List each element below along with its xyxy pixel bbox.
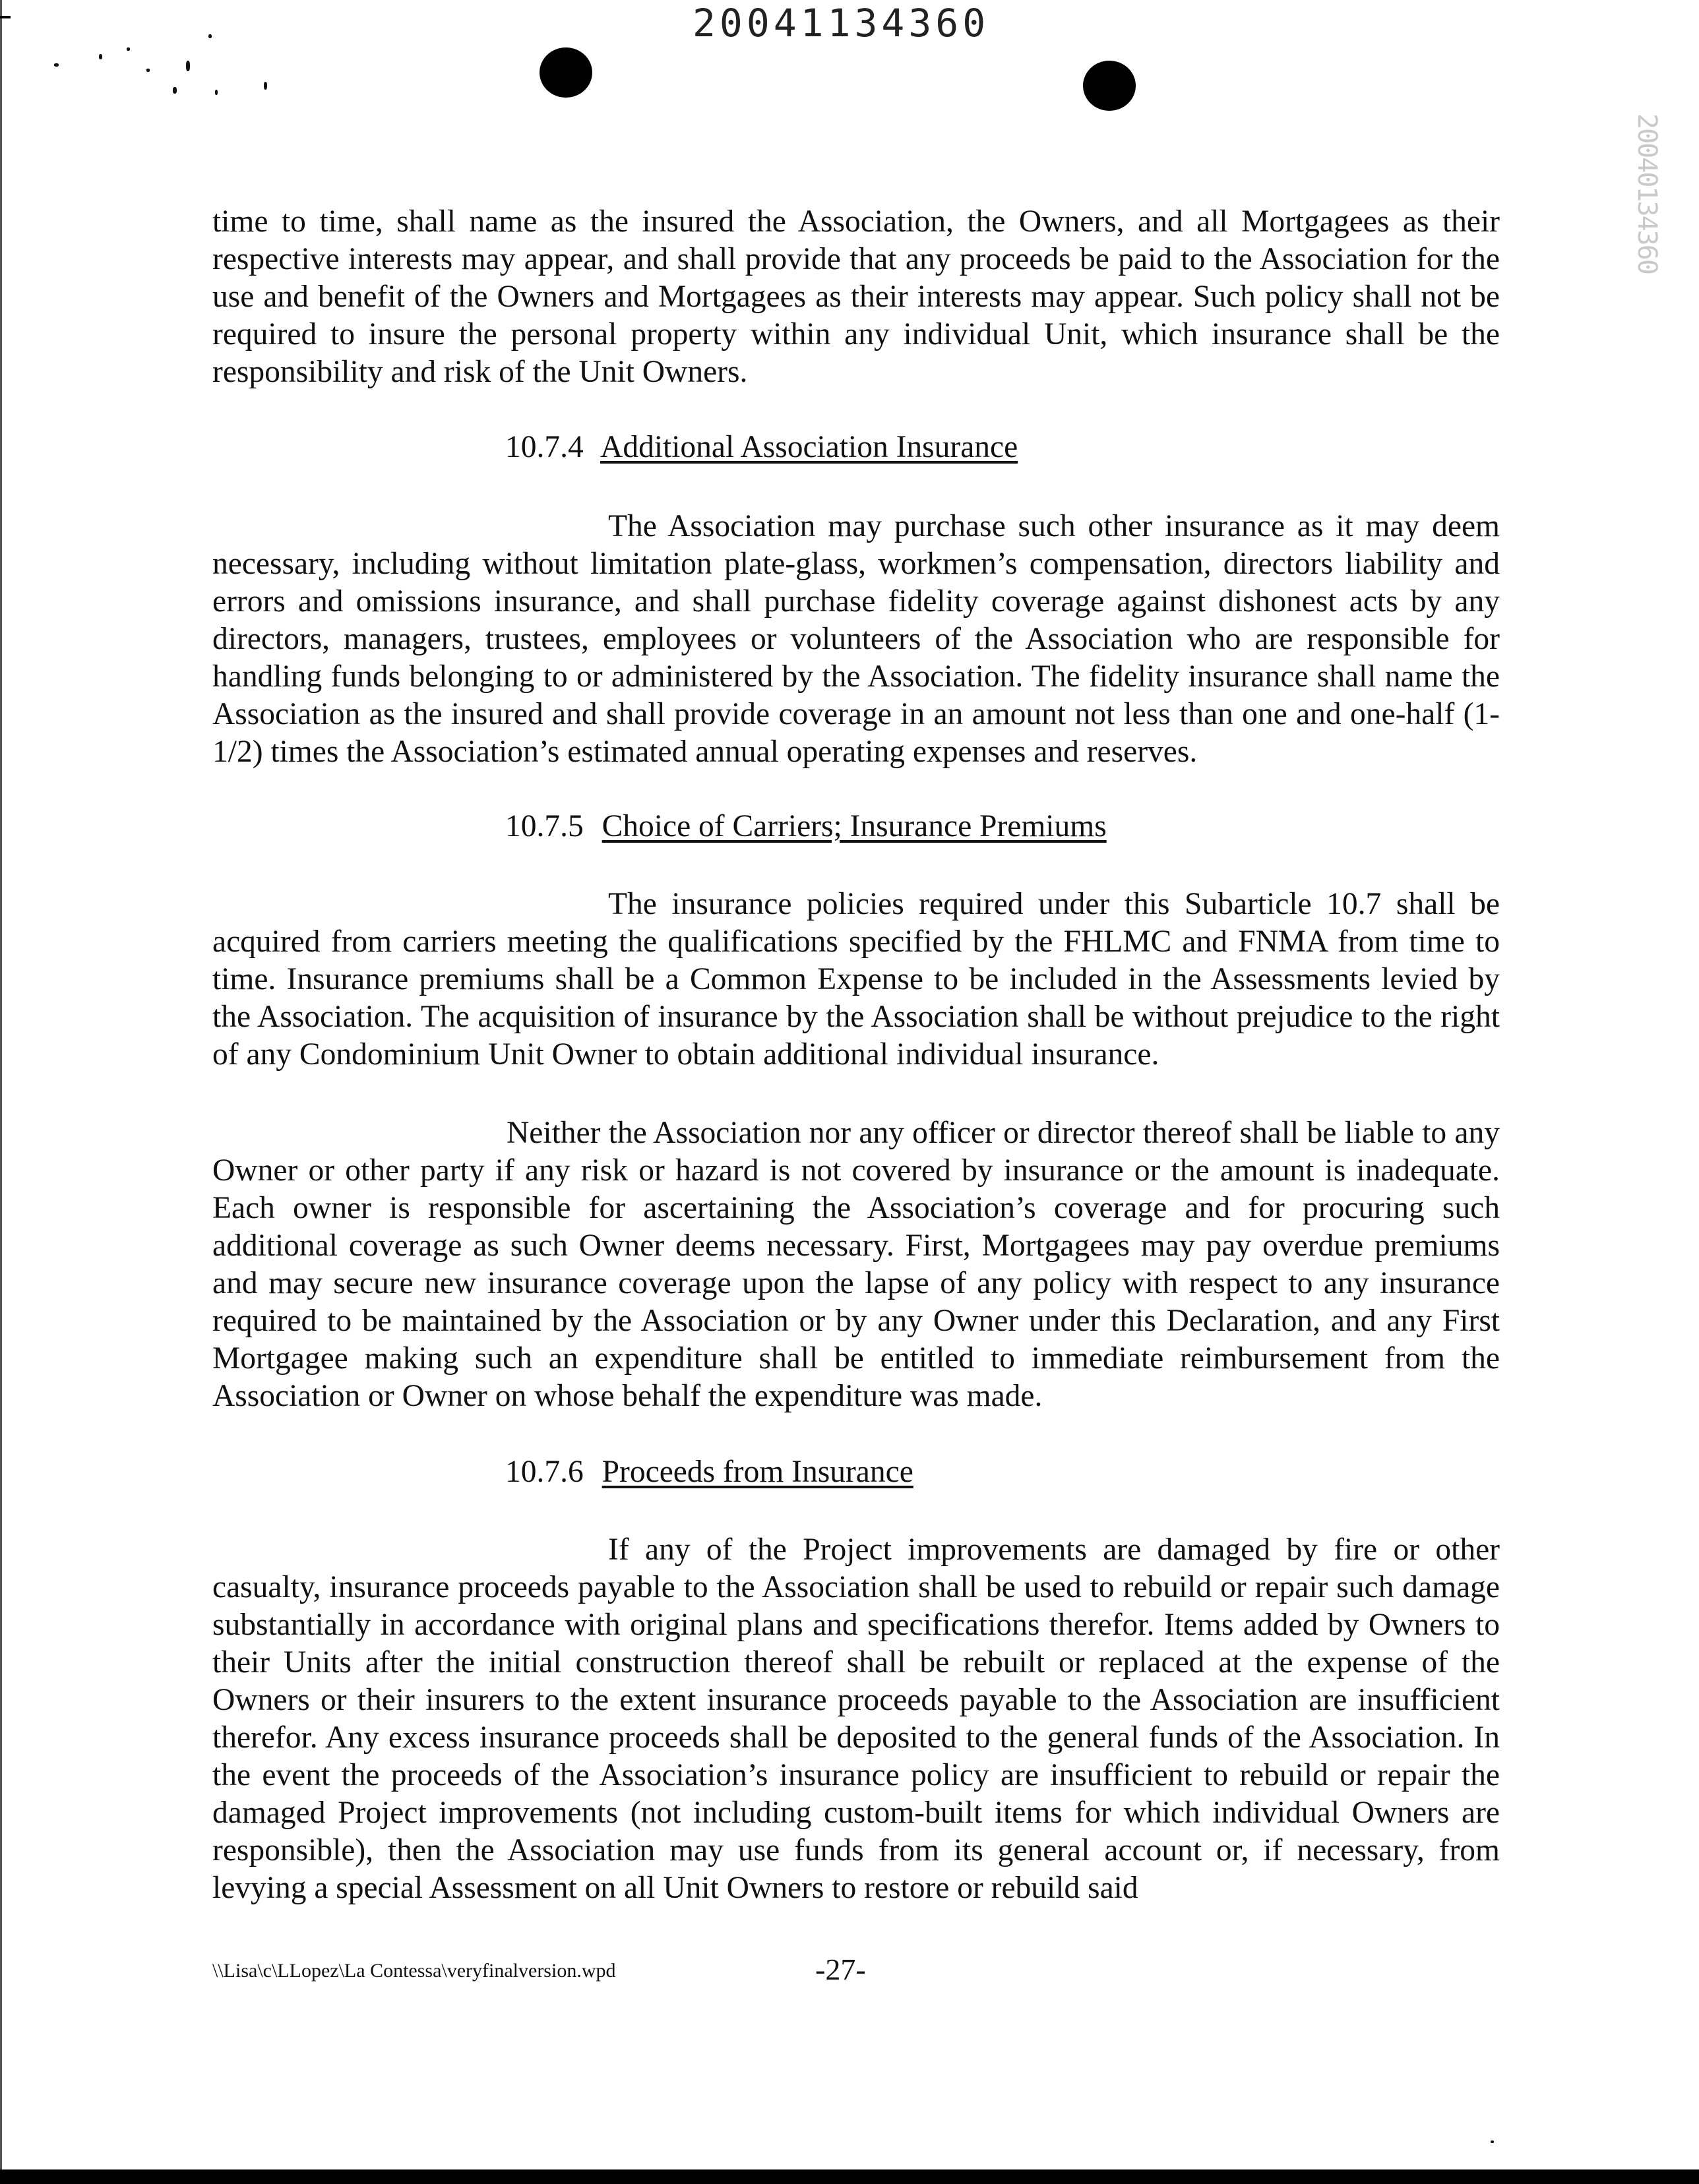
section-title: Proceeds from Insurance bbox=[602, 1455, 913, 1489]
section-number: 10.7.5 bbox=[505, 809, 584, 843]
side-stamp-watermark bbox=[1613, 111, 1679, 335]
scan-left-edge bbox=[0, 0, 2, 2184]
scan-speck bbox=[186, 61, 190, 71]
section-number: 10.7.6 bbox=[505, 1455, 584, 1489]
paragraph-additional-insurance: The Association may purchase such other insurance as it may deem necessary, including without limitation plate-glass, workmen’s compensation, directors liability and errors and omissions insurance, and shall purchase fidelity coverage against dishonest acts by any directors, managers, trustees, employees or volunteers of the Association who are responsible for handling funds belonging to or administered by the Association. The fidelity insurance shall name the Association as the insured and shall provide coverage in an amount not less than one and one-half (1-1/2) times the Association’s estimated annual operating expenses and reserves. bbox=[212, 509, 1500, 769]
scan-speck bbox=[208, 34, 212, 38]
scan-speck bbox=[146, 69, 150, 72]
section-heading-10-7-4 bbox=[505, 429, 1018, 466]
scan-speck bbox=[1491, 2140, 1494, 2143]
page-number: -27- bbox=[815, 1953, 866, 1986]
footer-file-path: \\Lisa\c\LLopez\La Contessa\veryfinalversion.wpd bbox=[212, 1960, 616, 1982]
section-heading-10-7-5 bbox=[505, 808, 1107, 845]
paragraph-carriers: The insurance policies required under this Subarticle 10.7 shall be acquired from carriers meeting the qualifications specified by the FHLMC and FNMA from time to time. Insurance premiums shall be a Common Expense to be included in the Assessments levied by the Association. The acquisition of insurance by the Association shall be without prejudice to the right of any Condominium Unit Owner to obtain additional individual insurance. bbox=[212, 887, 1500, 1072]
section-title: Choice of Carriers; Insurance Premiums bbox=[602, 809, 1107, 843]
section-heading-10-7-6 bbox=[505, 1453, 913, 1491]
section-title: Additional Association Insurance bbox=[600, 430, 1018, 464]
punch-hole-left bbox=[540, 47, 592, 98]
scan-corner-mark bbox=[0, 16, 11, 18]
scan-speck bbox=[127, 47, 130, 51]
paragraph-proceeds: If any of the Project improvements are damaged by fire or other casualty, insurance proceeds payable to the Association shall be used to rebuild or repair such damage substantially in accordance with original plans and specifications therefor. Items added by Owners to their Units after the initial construction thereof shall be rebuilt or replaced at the expense of the Owners or their insurers to the extent insurance proceeds payable to the Association are insufficient therefor. Any excess insurance proceeds shall be deposited to the general funds of the Association. In the event the proceeds of the Association’s insurance policy are insufficient to rebuild or repair the damaged Project improvements (not including custom-built items for which individual Owners are responsible), then the Association may use funds from its general account or, if necessary, from levying a special Assessment on all Unit Owners to restore or rebuild said bbox=[212, 1532, 1500, 1905]
scan-bottom-edge bbox=[0, 2169, 1699, 2184]
document-number: 20041134360 bbox=[693, 1, 990, 46]
scan-speck bbox=[264, 82, 267, 90]
scan-speck bbox=[215, 90, 218, 95]
side-stamp-text: 20040134360 bbox=[1632, 113, 1662, 274]
paragraph-policy-insured: time to time, shall name as the insured the Association, the Owners, and all Mortgagees as their respective interests may appear, and shall provide that any proceeds be paid to the Association for the use and benefit of the Owners and Mortgagees as their interests may appear. Such policy shall not be required to insure the personal property within any individual Unit, which insurance shall be the responsibility and risk of the Unit Owners. bbox=[212, 204, 1500, 389]
scan-speck bbox=[173, 87, 177, 94]
scan-speck bbox=[54, 63, 59, 67]
paragraph-liability: Neither the Association nor any officer or director thereof shall be liable to any Owner or other party if any risk or hazard is not covered by insurance or the amount is inadequate. Each owner is responsible for ascertaining the Association’s coverage and for procuring such additional coverage as such Owner deems necessary. First, Mortgagees may pay overdue premiums and may secure new insurance coverage upon the lapse of any policy with respect to any insurance required to be maintained by the Association or by any Owner under this Declaration, and any First Mortgagee making such an expenditure shall be entitled to immediate reimbursement from the Association or Owner on whose behalf the expenditure was made. bbox=[212, 1116, 1500, 1413]
scan-speck bbox=[99, 54, 102, 59]
section-number: 10.7.4 bbox=[505, 430, 584, 464]
punch-hole-right bbox=[1083, 61, 1136, 111]
